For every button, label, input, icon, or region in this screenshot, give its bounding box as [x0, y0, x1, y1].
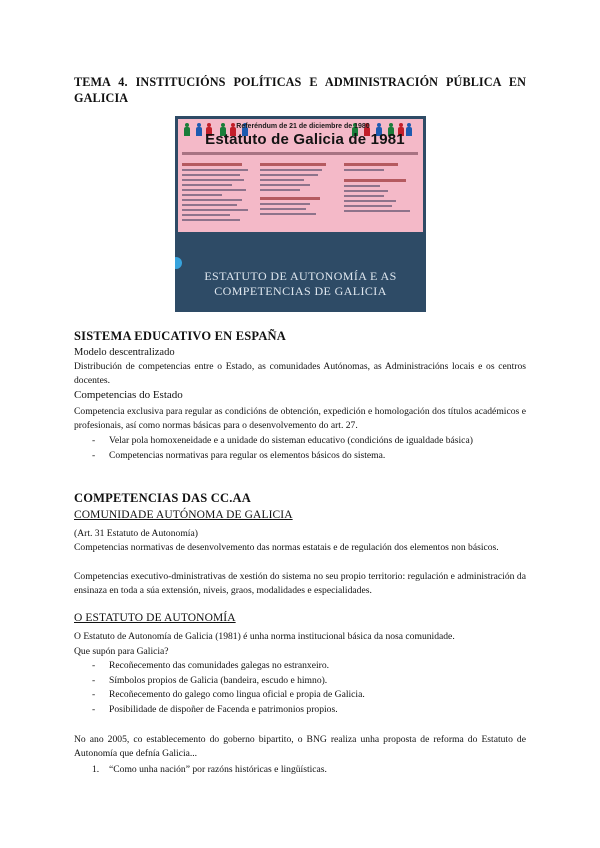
decorative-dot — [175, 257, 182, 269]
subheading-competencias-estado: Competencias do Estado — [74, 389, 183, 401]
paragraph: Competencia exclusiva para regular as condicións de obtención, expedición e homologación dos títulos académicos e profesionais, así como normas básicas para o desenvolvemento do art. 27. — [74, 406, 526, 431]
list-item: - Recoñecemento das comunidades galegas no estranxeiro. — [92, 660, 330, 671]
figure-subtitle-line — [182, 152, 418, 155]
section-subtitle: Modelo descentralizado — [74, 347, 175, 358]
bullet-list — [74, 659, 526, 717]
figure-caption-line-2: COMPETENCIAS DE GALICIA — [214, 284, 387, 298]
person-figure-icon — [184, 123, 190, 136]
question-text: Que supón para Galicia? — [74, 646, 169, 657]
section-heading-ccaa: COMPETENCIAS DAS CC.AA — [74, 491, 251, 505]
figure-caption — [175, 269, 426, 299]
list-item: - Recoñecemento do galego como lingua oficial e propia de Galicia. — [92, 689, 365, 700]
paragraph: Competencias normativas de desenvolvemento das normas estatais e de regulación dos elementos non básicos. — [74, 542, 499, 553]
statute-figure — [175, 116, 426, 312]
document-title: TEMA 4. INSTITUCIÓNS POLÍTICAS E ADMINISTRACIÓN PÚBLICA EN GALICIA — [74, 75, 526, 105]
subheading-estatuto: O ESTATUTO DE AUTONOMÍA — [74, 612, 236, 624]
list-item: - Símbolos propios de Galicia (bandeira, escudo e himno). — [92, 674, 328, 686]
list-item: - Velar pola homoxeneidade e a unidade do sisteman educativo (condicións de igualdade básica) — [92, 435, 473, 446]
figure-text-column — [344, 163, 416, 215]
list-item: - Posibilidade de dispoñer de Facenda e patrimonios propios. — [92, 703, 338, 715]
figure-poster — [178, 119, 423, 232]
figure-heading: Estatuto de Galicia de 1981 — [205, 131, 405, 148]
list-item: 1. “Como unha nación” por razóns históricas e lingüísticas. — [92, 764, 327, 775]
bullet-list — [74, 434, 526, 463]
paragraph: Distribución de competencias entre o Estado, as comunidades Autónomas, as Administracións locais e os centros docentes. — [74, 361, 526, 386]
figure-text-column — [182, 163, 254, 224]
paragraph: Competencias executivo-dministrativas de xestión do sistema no seu propio territorio: regulación e administración da ensinaza en toda a súa extensión, niveis, graos, modalidades e especialidades. — [74, 571, 526, 596]
figure-text-column — [260, 163, 332, 218]
paragraph: No ano 2005, co establecemento do goberno bipartito, o BNG realiza unha proposta de reforma do Estatuto de Autonomía que defnía Galicia... — [74, 734, 526, 759]
article-reference: (Art. 31 Estatuto de Autonomía) — [74, 528, 198, 539]
paragraph: O Estatuto de Autonomía de Galicia (1981) é unha norma institucional básica da nosa comunidade. — [74, 631, 455, 642]
list-item: - Competencias normativas para regular os elementos básicos do sistema. — [92, 449, 386, 461]
section-heading-educativo: SISTEMA EDUCATIVO EN ESPAÑA — [74, 329, 287, 343]
subheading-comunidade-galicia: COMUNIDADE AUTÓNOMA DE GALICIA — [74, 509, 293, 521]
figure-referendum-text: Referéndum de 21 de diciembre de 1980 — [236, 123, 370, 130]
figure-caption-line-1: ESTATUTO DE AUTONOMÍA E AS — [204, 269, 397, 283]
numbered-list — [74, 763, 526, 778]
